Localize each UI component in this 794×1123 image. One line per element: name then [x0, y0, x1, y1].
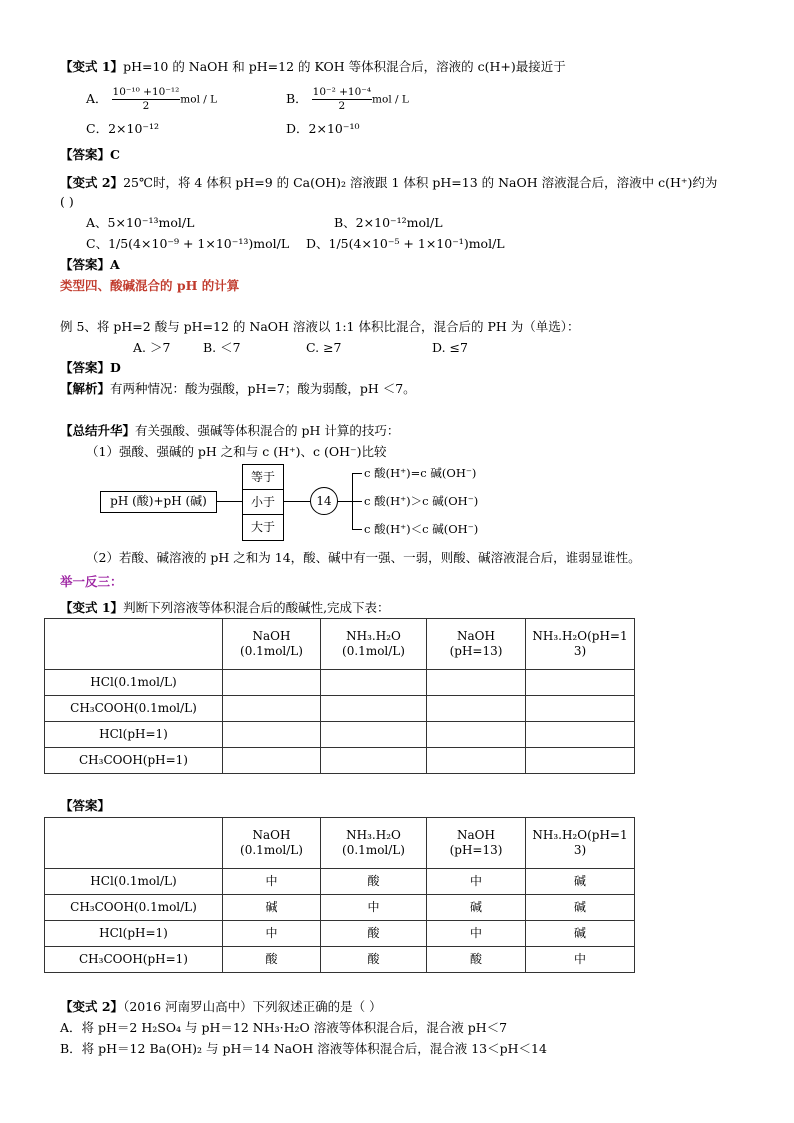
variant2b-text: （2016 河南罗山高中）下列叙述正确的是（ ） [123, 999, 382, 1014]
answer-blank[interactable] [526, 696, 635, 722]
example5-analysis [60, 380, 416, 398]
table-row [45, 869, 635, 895]
blank-table [44, 618, 635, 774]
answer-cell: 酸 [321, 869, 427, 895]
header-cell: NaOH (0.1mol/L) [223, 818, 321, 869]
variant1b-label: 【变式 1】 [60, 600, 124, 615]
answer-cell: 中 [526, 947, 635, 973]
ph-sum-box: pH (酸)+pH (碱) [100, 491, 217, 513]
less-box: 小于 [242, 489, 284, 516]
option-a-fraction [112, 86, 181, 113]
answer-cell: 碱 [526, 895, 635, 921]
answer-cell: 中 [427, 869, 526, 895]
answer-cell: 碱 [427, 895, 526, 921]
variant2-question [60, 174, 717, 192]
answer-cell: 酸 [223, 947, 321, 973]
header-cell: NH₃.H₂O (0.1mol/L) [321, 818, 427, 869]
variant2b-option-b: B．将 pH＝12 Ba(OH)₂ 与 pH＝14 NaOH 溶液等体积混合后，混合液 13＜pH＜14 [60, 1041, 547, 1056]
answer-blank[interactable] [526, 670, 635, 696]
summary-heading [60, 422, 399, 440]
table-row [45, 921, 635, 947]
bracket-arm [352, 529, 362, 530]
option-a-label: A． [86, 91, 108, 106]
answer-cell: 碱 [526, 869, 635, 895]
answer-blank[interactable] [321, 670, 427, 696]
option-b-fraction [312, 86, 372, 113]
variant2b-option-a: A．将 pH＝2 H₂SO₄ 与 pH＝12 NH₃·H₂O 溶液等体积混合后，混合液 pH＜7 [60, 1020, 508, 1035]
header-cell: NH₃.H₂O(pH=1 3) [526, 619, 635, 670]
example5-option-c: C. ≥7 [306, 340, 342, 355]
variant1-option-b [286, 86, 409, 113]
variant1-text: pH=10 的 NaOH 和 pH=12 的 KOH 等体积混合后，溶液的 c(H+)最接近于 [123, 59, 566, 74]
connector-line [216, 501, 242, 502]
variant2-option-b: B、2×10⁻¹²mol/L [334, 215, 443, 230]
answer-cell: 中 [427, 921, 526, 947]
table-row [45, 722, 635, 748]
option-b-unit: mol / L [372, 93, 409, 106]
answer-blank[interactable] [223, 670, 321, 696]
summary-text: 有关强酸、强碱等体积混合的 pH 计算的技巧： [135, 423, 400, 438]
variant2-answer: 【答案】A [60, 257, 120, 272]
corner-cell [45, 818, 223, 869]
answer-cell: 碱 [223, 895, 321, 921]
variant1b-text: 判断下列溶液等体积混合后的酸碱性,完成下表： [123, 600, 390, 615]
fraction-denominator: 2 [338, 100, 346, 112]
answer-cell: 中 [223, 869, 321, 895]
answer-blank[interactable] [223, 696, 321, 722]
answer-cell: 中 [321, 895, 427, 921]
fraction-numerator: 10⁻¹⁰ +10⁻¹² [112, 86, 180, 98]
greater-box: 大于 [242, 514, 284, 541]
variant2b-label: 【变式 2】 [60, 999, 124, 1014]
result-greater: c 酸(H⁺)＞c 碱(OH⁻) [364, 494, 479, 508]
summary-label: 【总结升华】 [60, 423, 136, 438]
header-cell: NH₃.H₂O (0.1mol/L) [321, 619, 427, 670]
fraction-numerator: 10⁻² +10⁻⁴ [312, 86, 372, 98]
header-cell: NH₃.H₂O(pH=1 3) [526, 818, 635, 869]
summary-point-1: （1）强酸、强碱的 pH 之和与 c (H⁺)、c (OH⁻)比较 [86, 444, 387, 459]
variant1-question [60, 58, 566, 76]
table-row [45, 670, 635, 696]
table-header-row [45, 619, 635, 670]
bracket-arm [352, 501, 362, 502]
variant1-label: 【变式 1】 [60, 59, 124, 74]
example5-question: 例 5、将 pH=2 酸与 pH=12 的 NaOH 溶液以 1:1 体积比混合，混合后的 PH 为（单选）： [60, 319, 580, 334]
variant1-answer: 【答案】C [60, 147, 120, 162]
row-label: HCl(0.1mol/L) [45, 670, 223, 696]
value-14-circle: 14 [310, 487, 338, 515]
row-label: HCl(pH=1) [45, 722, 223, 748]
row-label: CH₃COOH(pH=1) [45, 947, 223, 973]
corner-cell [45, 619, 223, 670]
answer-blank[interactable] [427, 670, 526, 696]
variant1-option-a [86, 86, 217, 113]
variant2b-question [60, 998, 382, 1016]
variant1-option-d: D．2×10⁻¹⁰ [286, 121, 360, 136]
answer-table [44, 817, 635, 973]
option-b-label: B． [286, 91, 308, 106]
analysis-text: 有两种情况：酸为强酸，pH=7；酸为弱酸，pH ＜7。 [110, 381, 416, 396]
example5-option-b: B. ＜7 [203, 340, 241, 355]
row-label: HCl(0.1mol/L) [45, 869, 223, 895]
option-a-unit: mol / L [180, 93, 218, 106]
variant2-option-c: C、1/5(4×10⁻⁹ + 1×10⁻¹³)mol/L [86, 236, 290, 251]
header-cell: NaOH (0.1mol/L) [223, 619, 321, 670]
variant2-option-a: A、5×10⁻¹³mol/L [86, 215, 195, 230]
variant2-label: 【变式 2】 [60, 175, 124, 190]
variant1b-question [60, 599, 390, 617]
answer-blank[interactable] [321, 748, 427, 774]
variant2-option-d: D、1/5(4×10⁻⁵ + 1×10⁻¹)mol/L [306, 236, 505, 251]
answer-cell: 酸 [321, 921, 427, 947]
answer-cell: 酸 [321, 947, 427, 973]
answer-cell: 中 [223, 921, 321, 947]
answer-blank[interactable] [321, 722, 427, 748]
answer-blank[interactable] [526, 748, 635, 774]
fraction-denominator: 2 [142, 100, 150, 112]
answer-blank[interactable] [526, 722, 635, 748]
answer-blank[interactable] [427, 722, 526, 748]
result-less: c 酸(H⁺)＜c 碱(OH⁻) [364, 522, 479, 536]
header-cell: NaOH (pH=13) [427, 619, 526, 670]
header-cell: NaOH (pH=13) [427, 818, 526, 869]
table-answer-label: 【答案】 [60, 798, 111, 813]
answer-blank[interactable] [427, 696, 526, 722]
section4-heading: 类型四、酸碱混合的 pH 的计算 [60, 278, 240, 293]
bracket-arm [352, 473, 362, 474]
result-equal: c 酸(H⁺)=c 碱(OH⁻) [364, 466, 477, 480]
answer-blank[interactable] [223, 748, 321, 774]
answer-cell: 酸 [427, 947, 526, 973]
table-row [45, 748, 635, 774]
table-header-row [45, 818, 635, 869]
connector-line [338, 501, 352, 502]
variant2-text: 25℃时，将 4 体积 pH=9 的 Ca(OH)₂ 溶液跟 1 体积 pH=13 的 NaOH 溶液混合后，溶液中 c(H⁺)约为 [123, 175, 718, 190]
variant1-option-c: C．2×10⁻¹² [86, 121, 160, 136]
answer-blank[interactable] [427, 748, 526, 774]
practice-heading: 举一反三： [60, 574, 123, 589]
answer-cell: 碱 [526, 921, 635, 947]
table-row [45, 895, 635, 921]
connector-line [283, 501, 310, 502]
row-label: CH₃COOH(0.1mol/L) [45, 696, 223, 722]
example5-answer: 【答案】D [60, 360, 121, 375]
table-row [45, 696, 635, 722]
row-label: CH₃COOH(pH=1) [45, 748, 223, 774]
answer-blank[interactable] [321, 696, 427, 722]
equal-box: 等于 [242, 464, 284, 491]
example5-option-d: D. ≤7 [432, 340, 468, 355]
table-row [45, 947, 635, 973]
example5-option-a: A. ＞7 [133, 340, 171, 355]
variant2-paren: ( ) [60, 194, 74, 209]
summary-point-2: （2）若酸、碱溶液的 pH 之和为 14，酸、碱中有一强、一弱，则酸、碱溶液混合后，谁弱显谁性。 [86, 550, 641, 565]
row-label: HCl(pH=1) [45, 921, 223, 947]
row-label: CH₃COOH(0.1mol/L) [45, 895, 223, 921]
answer-blank[interactable] [223, 722, 321, 748]
analysis-label: 【解析】 [60, 381, 111, 396]
